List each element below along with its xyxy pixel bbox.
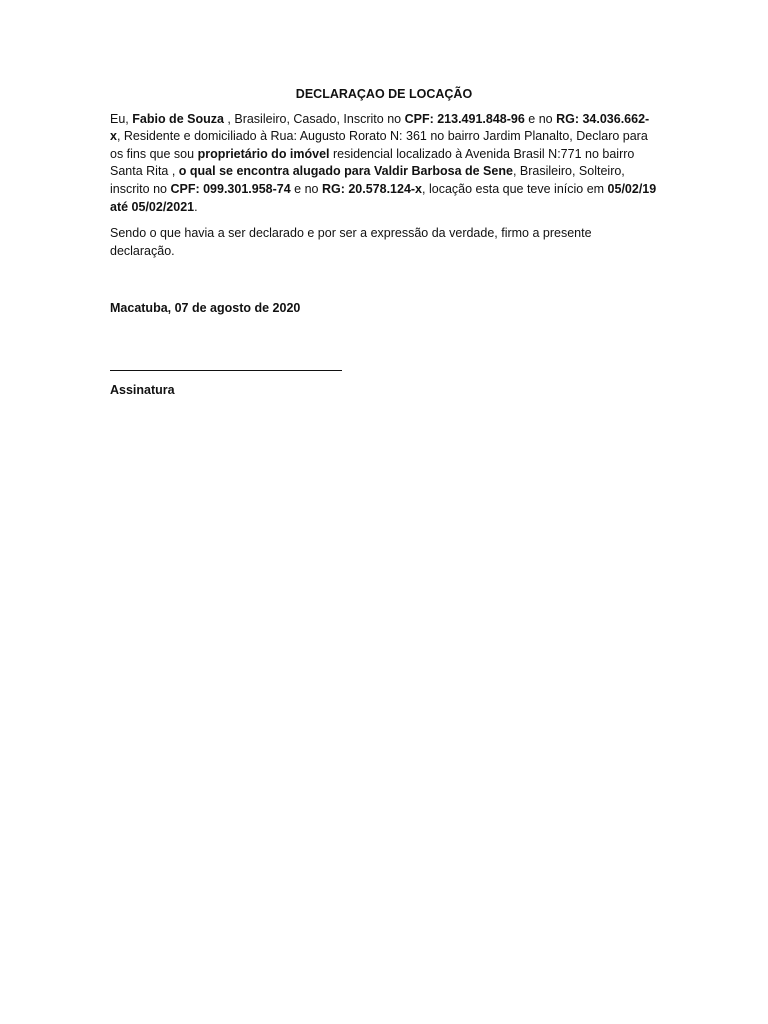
declarant-cpf: CPF: 213.491.848-96 [404, 111, 525, 126]
declarant-name: Fabio de Souza [132, 111, 224, 126]
document-title: DECLARAÇAO DE LOCAÇÃO [295, 87, 473, 101]
para-text: Eu, [110, 111, 133, 126]
owner-phrase: proprietário do imóvel [197, 146, 330, 161]
tenant-phrase: o qual se encontra alugado para Valdir Barbosa de Sene [178, 164, 513, 179]
lease-period: 05/02/19 até 05/02/2021 [110, 181, 657, 214]
para-text: . [194, 199, 198, 214]
para-text: e no [524, 111, 557, 126]
signature-label: Assinatura [110, 383, 175, 397]
place-and-date: Macatuba, 07 de agosto de 2020 [110, 301, 301, 315]
document-body [110, 86, 658, 269]
para-text: residencial localizado à Avenida Brasil N:771 no bairro Santa Rita , [110, 146, 635, 179]
declarant-rg: RG: 34.036.662-x [110, 111, 650, 144]
tenant-cpf: CPF: 099.301.958-74 [170, 181, 291, 196]
para-text: e no [290, 181, 322, 196]
declaration-paragraph [110, 111, 658, 217]
para-text: , Brasileiro, Casado, Inscrito no [223, 111, 405, 126]
para-text: , Residente e domiciliado à Rua: Augusto Rorato N: 361 no bairro Jardim Planalto, Declaro para os fins que sou [110, 129, 648, 161]
para-text: , Brasileiro, Solteiro, inscrito no [110, 164, 625, 196]
closing-paragraph: Sendo o que havia a ser declarado e por ser a expressão da verdade, firmo a presente declaração. [110, 226, 592, 258]
tenant-rg: RG: 20.578.124-x [321, 181, 423, 196]
signature-line [110, 370, 342, 371]
para-text: , locação esta que teve início em [422, 181, 608, 196]
